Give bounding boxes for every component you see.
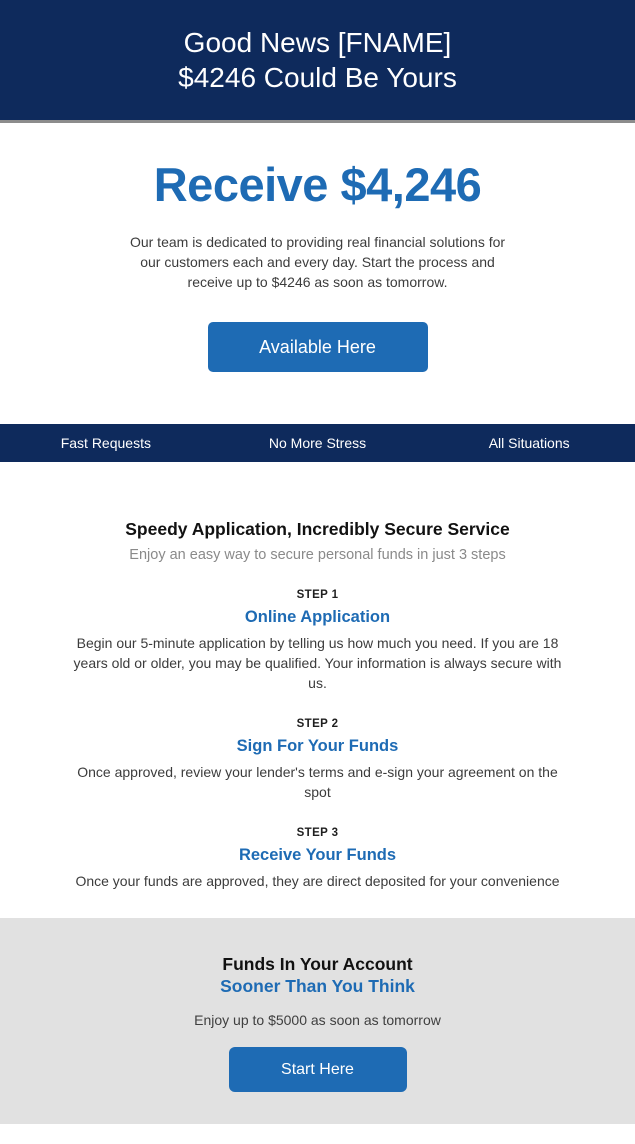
steps-section-subtitle: Enjoy an easy way to secure personal funds in just 3 steps [129, 547, 506, 563]
hero-body-text: Our team is dedicated to providing real financial solutions for our customers each and every day. Start the process and receive up to $4246 as soon as tomorrow. [129, 234, 506, 290]
hero-title: Receive $4,246 [153, 158, 482, 211]
step-1-description: Begin our 5-minute application by telling us how much you need. If you are 18 years old or older, you may be qualified. Your information is always secure with us. [73, 635, 562, 691]
start-here-button[interactable]: Start Here [229, 1047, 407, 1092]
header-title-line2: $4246 Could Be Yours [178, 62, 457, 93]
available-here-button[interactable]: Available Here [208, 322, 428, 372]
feature-all-situations: All Situations [488, 435, 570, 451]
features-bar [0, 424, 635, 462]
steps-section [0, 462, 635, 918]
step-2-description: Once approved, review your lender's terms and e-sign your agreement on the spot [77, 764, 558, 800]
step-2-title: Sign For Your Funds [236, 737, 399, 755]
feature-no-more-stress: No More Stress [268, 435, 367, 451]
step-1 [0, 588, 635, 693]
step-3-eyebrow: STEP 3 [296, 827, 339, 839]
footer-section [0, 918, 635, 1124]
step-2-eyebrow: STEP 2 [296, 718, 339, 730]
step-2 [0, 717, 635, 802]
step-1-eyebrow: STEP 1 [296, 589, 339, 601]
steps-section-title: Speedy Application, Incredibly Secure Service [125, 519, 510, 539]
step-1-title: Online Application [244, 608, 391, 626]
footer-subtitle: Enjoy up to $5000 as soon as tomorrow [194, 1012, 441, 1028]
footer-title-line1: Funds In Your Account [222, 954, 413, 974]
header-title-line1: Good News [FNAME] [183, 27, 452, 58]
hero-section [0, 123, 635, 424]
header-banner [0, 0, 635, 123]
step-3 [0, 826, 635, 891]
footer-title-line2: Sooner Than You Think [220, 976, 415, 996]
feature-fast-requests: Fast Requests [60, 435, 151, 451]
step-3-description: Once your funds are approved, they are direct deposited for your convenience [75, 873, 560, 889]
step-3-title: Receive Your Funds [238, 846, 397, 864]
